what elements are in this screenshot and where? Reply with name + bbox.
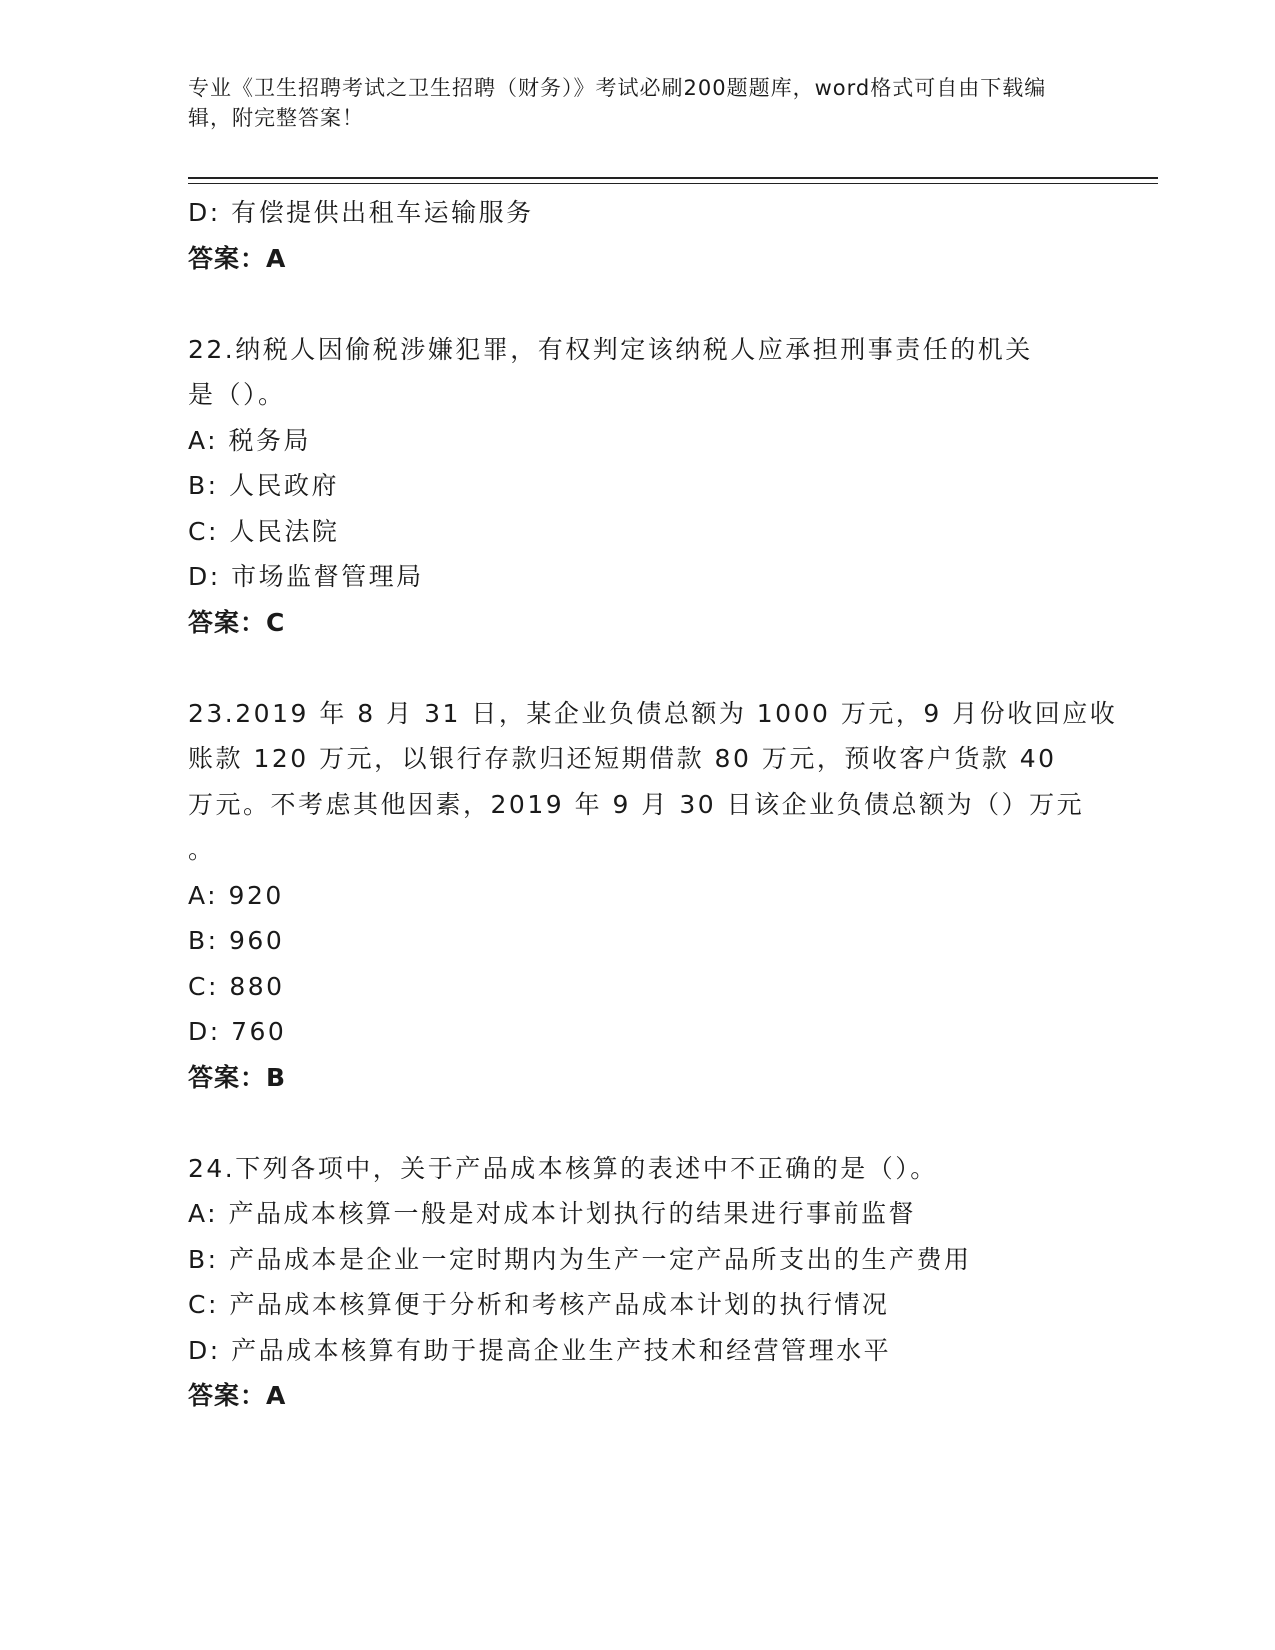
question-23 [188,691,1118,1101]
header-divider-thin [188,183,1158,184]
option-b: B: 人民政府 [188,471,340,500]
answer: 答案：A [188,1381,287,1410]
answer: 答案：B [188,1062,287,1092]
option-d: D: 760 [188,1017,287,1046]
option-c: C: 产品成本核算便于分析和考核产品成本计划的执行情况 [188,1290,890,1319]
prev-option-d: D: 有偿提供出租车运输服务 [188,198,534,227]
header-divider [188,177,1158,179]
option-d: D: 产品成本核算有助于提高企业生产技术和经营管理水平 [188,1335,892,1365]
prev-answer: 答案：A [188,243,287,273]
question-24 [188,1146,1088,1419]
question-stem: 万元。不考虑其他因素，2019 年 9 月 30 日该企业负债总额为（）万元 [188,789,1085,819]
option-d: D: 市场监督管理局 [188,562,424,591]
question-stem: 。 [188,835,216,864]
option-a: A: 税务局 [188,425,312,455]
option-b: B: 产品成本是企业一定时期内为生产一定产品所支出的生产费用 [188,1244,972,1274]
questions-content [188,190,1118,1419]
option-a: A: 产品成本核算一般是对成本计划执行的结果进行事前监督 [188,1199,917,1228]
question-22 [188,327,1088,646]
question-stem: 23.2019 年 8 月 31 日，某企业负债总额为 1000 万元，9 月份收回应收 [188,698,1118,728]
option-c: C: 人民法院 [188,516,340,546]
answer: 答案：C [188,607,286,637]
question-stem: 是（）。 [188,380,286,409]
question-stem: 账款 120 万元，以银行存款归还短期借款 80 万元，预收客户货款 40 [188,744,1057,773]
document-header: 专业《卫生招聘考试之卫生招聘（财务）》考试必刷200题题库，word格式可自由下载编辑，附完整答案！ [188,76,1047,130]
question-stem: 24.下列各项中，关于产品成本核算的表述中不正确的是（）。 [188,1153,938,1183]
option-c: C: 880 [188,971,285,1001]
option-b: B: 960 [188,926,285,955]
option-a: A: 920 [188,880,284,910]
question-stem: 22.纳税人因偷税涉嫌犯罪，有权判定该纳税人应承担刑事责任的机关 [188,334,1033,364]
